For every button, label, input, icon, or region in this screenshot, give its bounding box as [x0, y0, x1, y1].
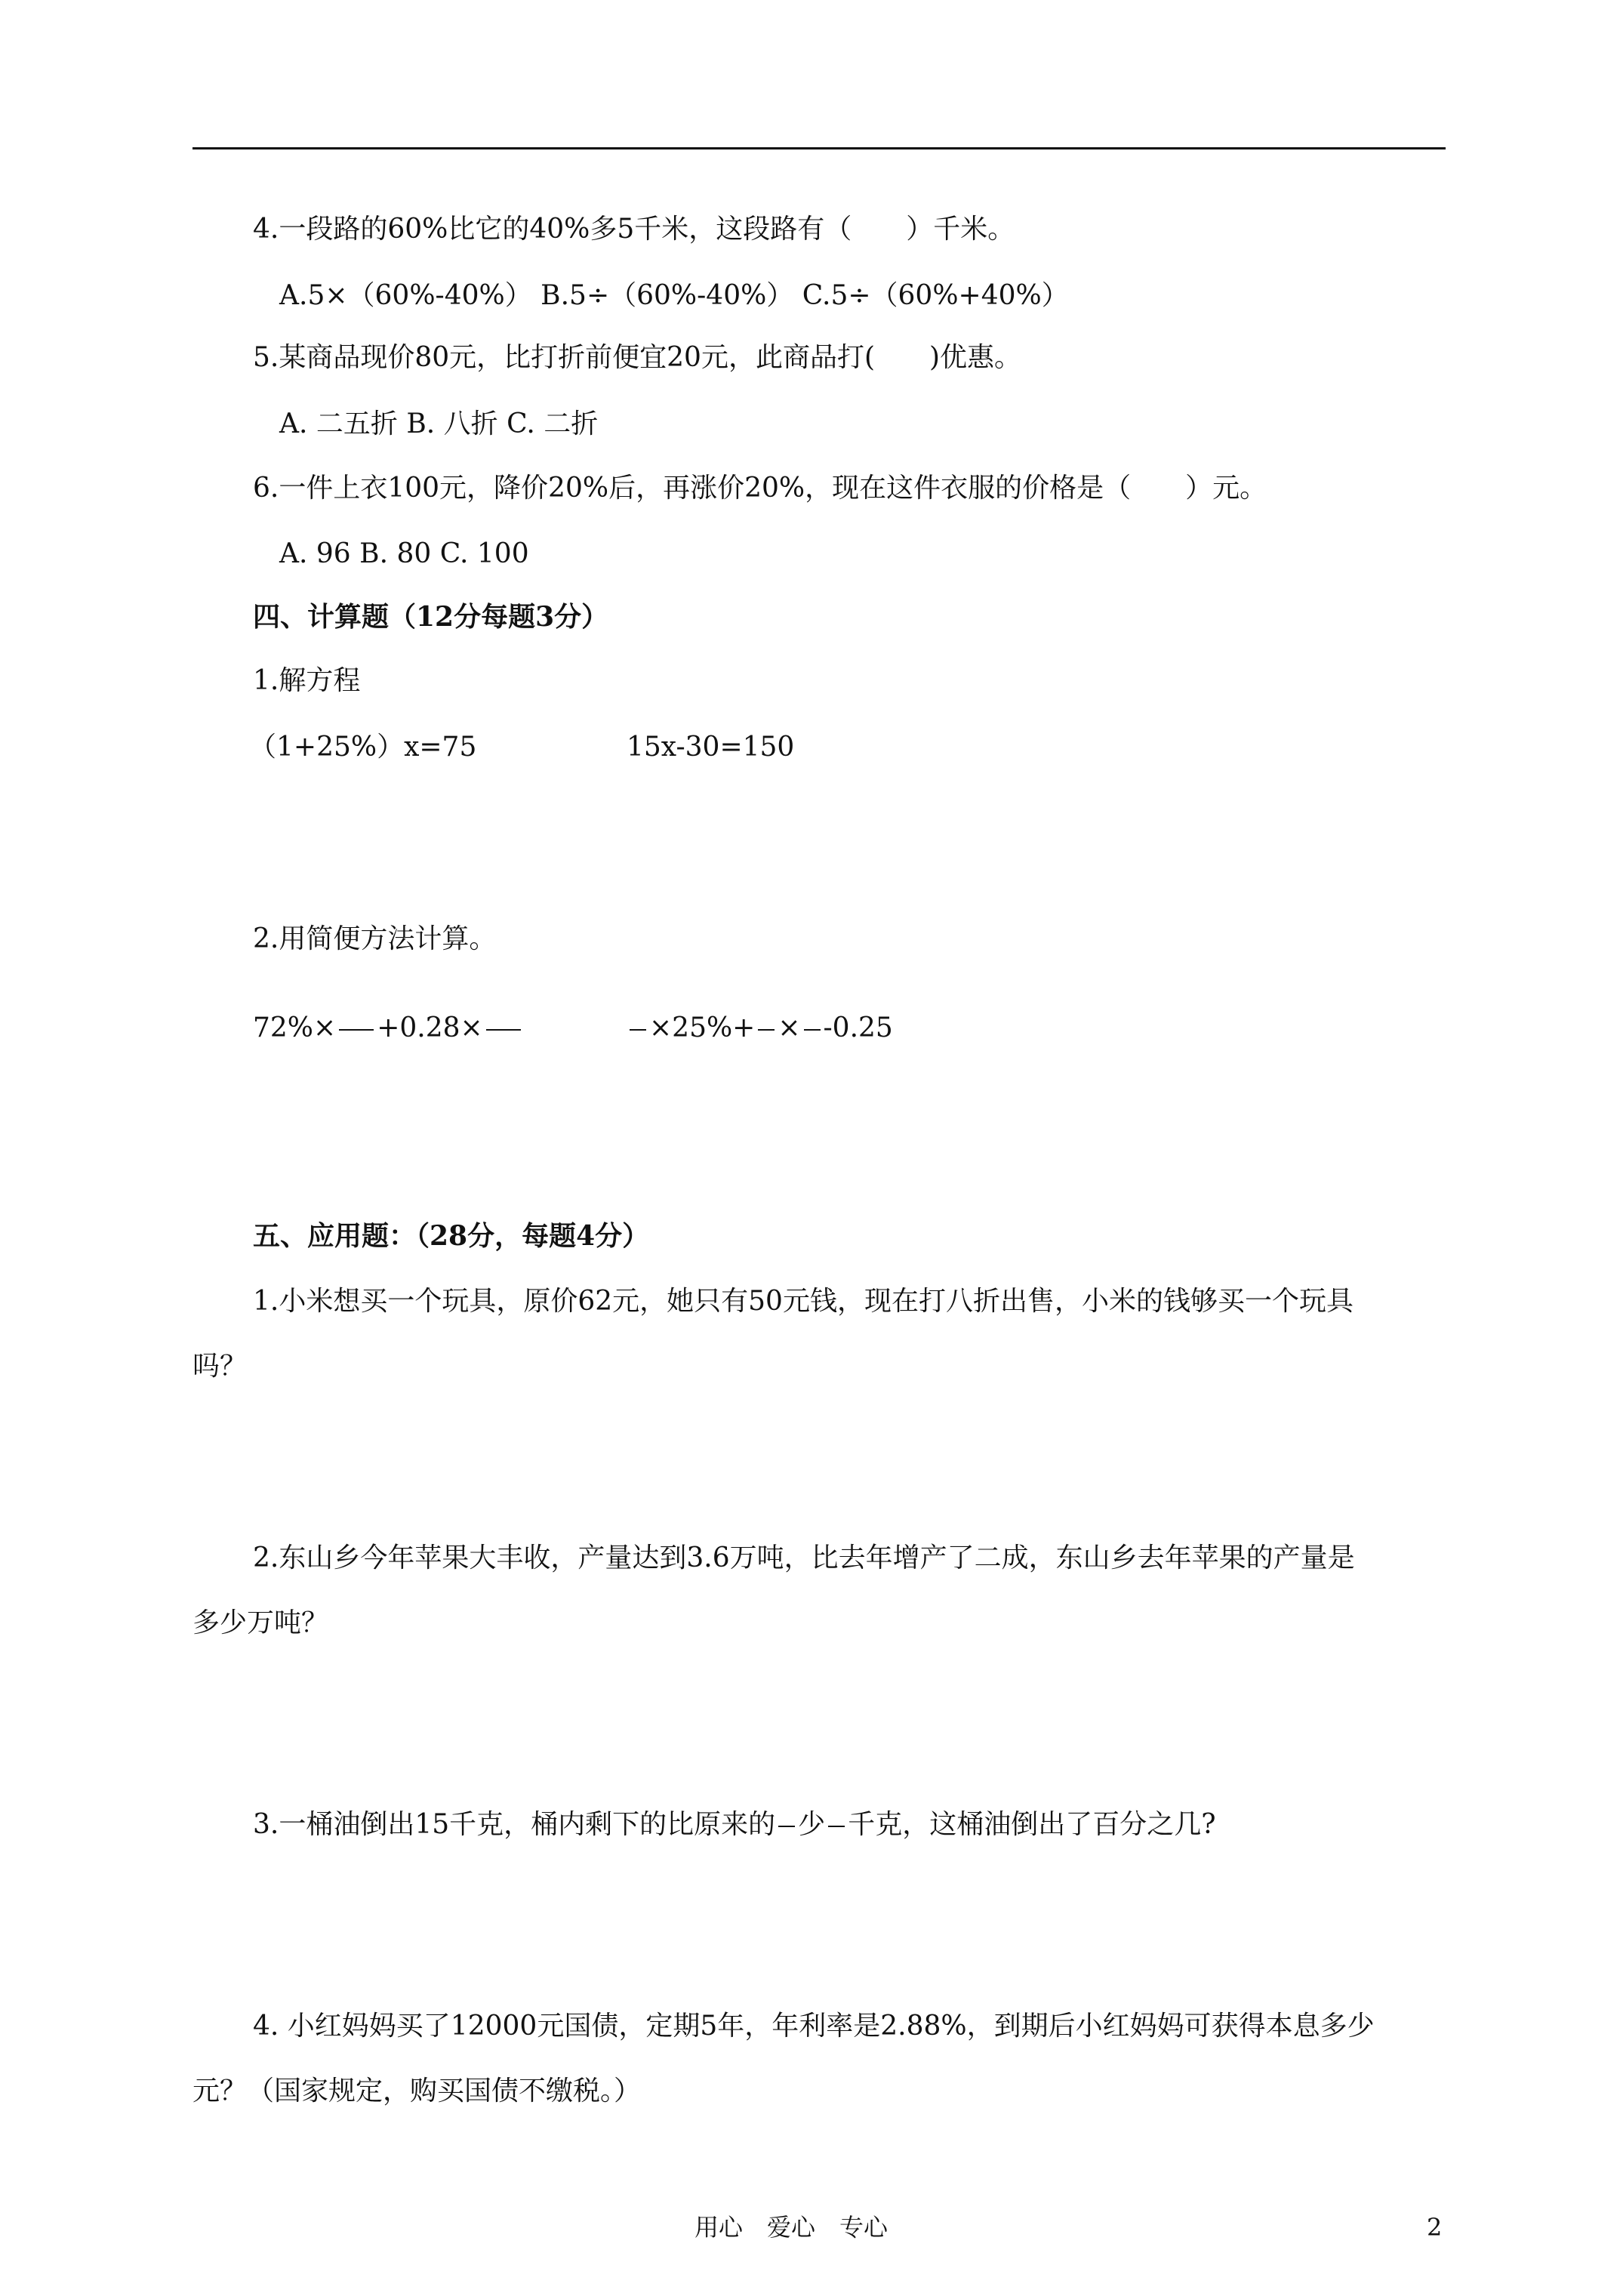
problem-3-part-b: 少 — [798, 1809, 826, 1840]
footer-motto: 用心 爱心 专心 — [694, 2213, 888, 2242]
fraction-bar — [486, 1029, 521, 1031]
fraction-bar — [339, 1029, 374, 1031]
fraction-bar — [804, 1029, 821, 1031]
header-rule — [192, 147, 1446, 149]
fraction-bar — [778, 1826, 795, 1827]
page-number: 2 — [1427, 2213, 1443, 2242]
calc2-part-a: ×25%+ — [649, 1012, 756, 1043]
calc1-part-a: 72%× — [253, 1012, 337, 1043]
question-5-options: A. 二五折 B. 八折 C. 二折 — [279, 408, 599, 439]
calc-expression-2 — [627, 1012, 893, 1045]
fraction-bar — [630, 1029, 646, 1031]
problem-2-line2: 多少万吨？ — [192, 1607, 329, 1638]
question-4: 4.一段路的60%比它的40%多5千米，这段路有（ ）千米。 — [253, 214, 1015, 245]
equation-1: （1+25%）x=75 — [249, 732, 477, 763]
section-4-title: 四、计算题（12分每题3分） — [253, 601, 609, 633]
question-6-options: A. 96 B. 80 C. 100 — [279, 538, 529, 569]
fraction-bar — [758, 1029, 775, 1031]
calc-expression-1 — [253, 1012, 524, 1045]
problem-1-line2: 吗？ — [192, 1351, 248, 1382]
calc1-part-b: +0.28× — [377, 1012, 483, 1043]
section-5-title: 五、应用题：（28分，每题4分） — [253, 1220, 650, 1252]
problem-2-line1: 2.东山乡今年苹果大丰收，产量达到3.6万吨，比去年增产了二成，东山乡去年苹果的产量是 — [253, 1542, 1355, 1573]
section-4-sub1: 1.解方程 — [253, 665, 361, 696]
problem-4-line1: 4. 小红妈妈买了12000元国债，定期5年，年利率是2.88%，到期后小红妈妈可获得本息多少 — [253, 2011, 1375, 2042]
question-5: 5.某商品现价80元，比打折前便宜20元，此商品打( )优惠。 — [253, 342, 1022, 373]
problem-1-line1: 1.小米想买一个玩具，原价62元，她只有50元钱，现在打八折出售，小米的钱够买一个玩具 — [253, 1286, 1354, 1317]
problem-3 — [253, 1808, 1216, 1841]
fraction-bar — [828, 1826, 845, 1827]
section-4-sub2: 2.用简便方法计算。 — [253, 923, 497, 954]
problem-3-part-a: 3.一桶油倒出15千克，桶内剩下的比原来的 — [253, 1809, 776, 1840]
question-6: 6.一件上衣100元，降价20%后，再涨价20%，现在这件衣服的价格是（ ）元。 — [253, 473, 1267, 504]
problem-3-part-c: 千克，这桶油倒出了百分之几? — [848, 1809, 1216, 1840]
calc2-part-c: -0.25 — [823, 1012, 893, 1043]
problem-4-line2: 元？（国家规定，购买国债不缴税。） — [192, 2076, 642, 2106]
equation-2: 15x-30=150 — [627, 732, 795, 763]
question-4-options: A.5×（60%-40%） B.5÷（60%-40%） C.5÷（60%+40%） — [279, 280, 1069, 311]
calc2-part-b: × — [778, 1012, 801, 1043]
